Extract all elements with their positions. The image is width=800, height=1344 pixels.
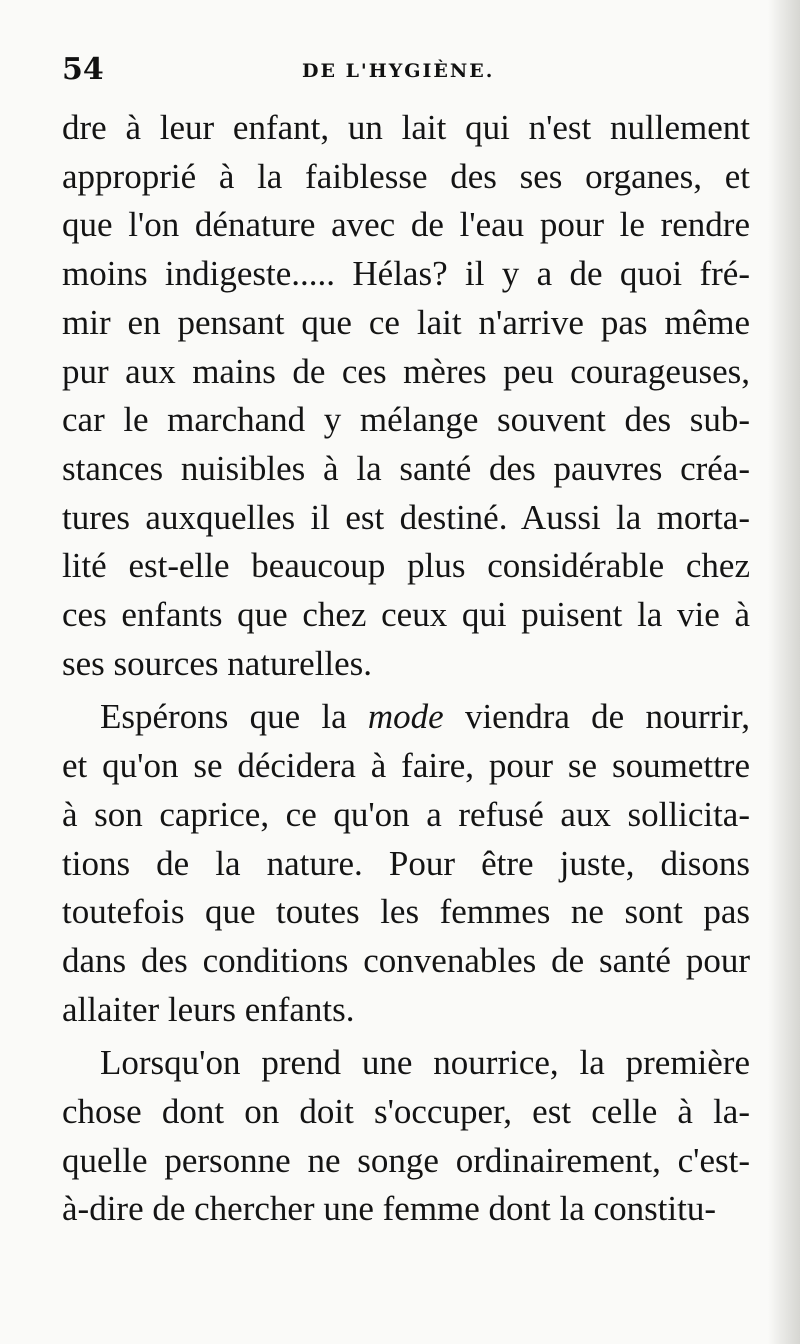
text-line — [62, 445, 750, 494]
text-run: mir en pensant que ce lait n'arrive pas même — [62, 302, 750, 342]
page-edge-shadow — [768, 0, 800, 1344]
text-line — [62, 1137, 750, 1186]
text-line — [62, 396, 750, 445]
text-line — [62, 153, 750, 202]
text-run: allaiter leurs enfants. — [62, 989, 355, 1029]
paragraph — [62, 104, 750, 688]
text-line — [62, 742, 750, 791]
text-run: tures auxquelles il est destiné. Aussi la morta- — [62, 497, 750, 537]
text-run: ses sources naturelles. — [62, 643, 373, 683]
text-run: tions de la nature. Pour être juste, disons — [62, 843, 750, 883]
text-line — [62, 640, 750, 689]
text-run: Lorsqu'on prend une nourrice, la première — [100, 1043, 750, 1083]
text-run: stances nuisibles à la santé des pauvres créa- — [62, 448, 750, 488]
page-number: 54 — [62, 52, 104, 87]
text-run: et qu'on se décidera à faire, pour se soumettre — [62, 746, 750, 786]
text-run: viendra de nourrir, — [443, 697, 750, 737]
text-line — [62, 250, 750, 299]
text-run: chose dont on doit s'occuper, est celle à la- — [62, 1092, 750, 1132]
text-run: à son caprice, ce qu'on a refusé aux sollicita- — [62, 794, 750, 834]
text-line — [62, 1039, 750, 1088]
text-run: toutefois que toutes les femmes ne sont pas — [62, 892, 750, 932]
text-run: Espérons que la — [100, 697, 368, 737]
text-run: moins indigeste..... Hélas? il y a de quoi fré- — [62, 254, 750, 294]
text-line — [62, 791, 750, 840]
text-line — [62, 1185, 750, 1234]
running-head: DE L'HYGIÈNE. — [302, 60, 495, 82]
text-run: ces enfants que chez ceux qui puisent la vie à — [62, 595, 750, 635]
text-run: que l'on dénature avec de l'eau pour le rendre — [62, 205, 750, 245]
text-line — [62, 348, 750, 397]
text-run: pur aux mains de ces mères peu courageuses, — [62, 351, 750, 391]
text-line — [62, 888, 750, 937]
text-line — [62, 693, 750, 742]
italic-word: mode — [367, 697, 444, 737]
text-line — [62, 104, 750, 153]
page-header — [62, 52, 742, 92]
text-line — [62, 299, 750, 348]
body-text — [62, 104, 750, 1234]
text-run: approprié à la faiblesse des ses organes, et — [62, 156, 750, 196]
text-run: car le marchand y mélange souvent des sub- — [62, 400, 750, 440]
text-line — [62, 591, 750, 640]
text-run: dans des conditions convenables de santé pour — [62, 940, 750, 980]
text-line — [62, 840, 750, 889]
text-run: dre à leur enfant, un lait qui n'est nullement — [62, 108, 750, 147]
text-run: quelle personne ne songe ordinairement, c'est- — [62, 1140, 750, 1180]
text-run: à-dire de chercher une femme dont la constitu- — [62, 1189, 717, 1229]
text-line — [62, 542, 750, 591]
paragraph — [62, 1039, 750, 1234]
text-run: lité est-elle beaucoup plus considérable chez — [62, 546, 750, 586]
paragraph — [62, 693, 750, 1034]
text-line — [62, 986, 750, 1035]
text-line — [62, 1088, 750, 1137]
text-line — [62, 494, 750, 543]
text-line — [62, 201, 750, 250]
text-line — [62, 937, 750, 986]
